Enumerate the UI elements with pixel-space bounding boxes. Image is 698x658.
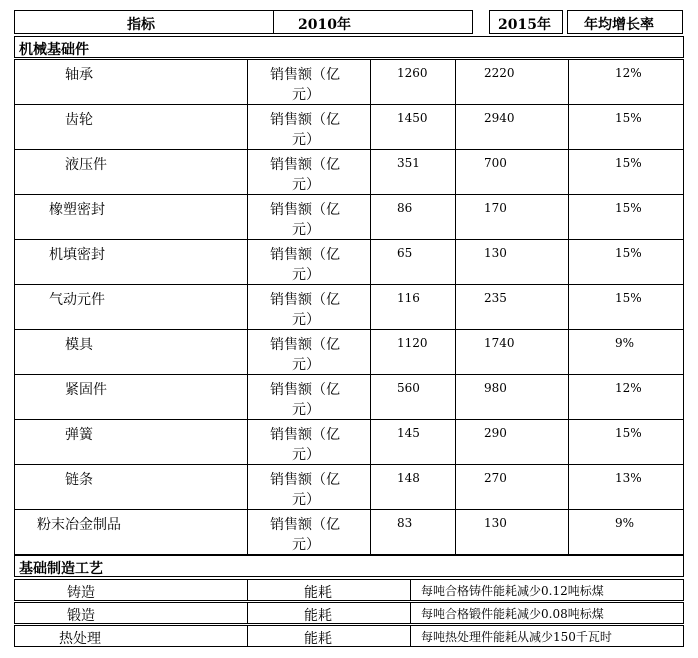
unit-line2: 元） xyxy=(292,87,320,103)
cell-2010 xyxy=(370,464,456,510)
item-name: 液压件 xyxy=(65,157,107,173)
growth-rate: 15% xyxy=(615,246,642,260)
cell-2010 xyxy=(370,194,456,240)
unit-line1: 销售额（亿 xyxy=(270,202,340,218)
cell-2015 xyxy=(455,464,569,510)
process-name: 热处理 xyxy=(59,631,101,647)
growth-rate: 15% xyxy=(615,201,642,215)
header-cell-2010 xyxy=(273,10,473,34)
unit-line1: 销售额（亿 xyxy=(270,382,340,398)
unit-line2: 元） xyxy=(292,492,320,508)
growth-rate: 15% xyxy=(615,111,642,125)
unit-line1: 销售额（亿 xyxy=(270,67,340,83)
cell-name xyxy=(14,59,248,105)
cell-unit xyxy=(247,59,371,105)
cell-name xyxy=(14,149,248,195)
cell-unit xyxy=(247,419,371,465)
cell-target xyxy=(410,579,684,601)
cell-unit xyxy=(247,329,371,375)
cell-2010 xyxy=(370,374,456,420)
cell-growth xyxy=(568,59,684,105)
header-cell-growth xyxy=(567,10,683,34)
value-2010: 351 xyxy=(397,156,420,170)
process-metric: 能耗 xyxy=(304,608,332,624)
cell-name xyxy=(14,284,248,330)
item-name: 弹簧 xyxy=(65,427,93,443)
unit-line1: 销售额（亿 xyxy=(270,247,340,263)
unit-line2: 元） xyxy=(292,177,320,193)
cell-process xyxy=(14,579,248,601)
cell-2015 xyxy=(455,104,569,150)
cell-name xyxy=(14,419,248,465)
cell-name xyxy=(14,104,248,150)
cell-unit xyxy=(247,194,371,240)
value-2015: 2940 xyxy=(484,111,515,125)
unit-line1: 销售额（亿 xyxy=(270,517,340,533)
unit-line2: 元） xyxy=(292,312,320,328)
unit-line2: 元） xyxy=(292,267,320,283)
cell-2015 xyxy=(455,59,569,105)
cell-2010 xyxy=(370,419,456,465)
item-name: 轴承 xyxy=(65,67,93,83)
unit-line2: 元） xyxy=(292,537,320,553)
cell-growth xyxy=(568,464,684,510)
cell-process xyxy=(14,602,248,624)
cell-2015 xyxy=(455,329,569,375)
process-name: 锻造 xyxy=(67,608,95,624)
value-2010: 145 xyxy=(397,426,420,440)
item-name: 粉末冶金制品 xyxy=(37,517,121,533)
header-cell-indicator xyxy=(14,10,274,34)
cell-2010 xyxy=(370,149,456,195)
cell-metric xyxy=(247,579,411,601)
process-metric: 能耗 xyxy=(304,631,332,647)
cell-growth xyxy=(568,194,684,240)
value-2010: 1260 xyxy=(397,66,428,80)
cell-name xyxy=(14,464,248,510)
cell-growth xyxy=(568,329,684,375)
value-2010: 148 xyxy=(397,471,420,485)
unit-line2: 元） xyxy=(292,132,320,148)
cell-growth xyxy=(568,374,684,420)
header-2015: 2015年 xyxy=(498,17,551,33)
value-2010: 83 xyxy=(397,516,413,530)
item-name: 气动元件 xyxy=(49,292,105,308)
section-title-manufacturing xyxy=(14,555,684,577)
growth-rate: 9% xyxy=(615,336,635,350)
cell-unit xyxy=(247,104,371,150)
unit-line2: 元） xyxy=(292,402,320,418)
process-target: 每吨合格锻件能耗减少0.08吨标煤 xyxy=(421,607,604,621)
cell-unit xyxy=(247,464,371,510)
header-growth: 年均增长率 xyxy=(584,17,654,33)
cell-target xyxy=(410,602,684,624)
cell-2010 xyxy=(370,239,456,285)
unit-line1: 销售额（亿 xyxy=(270,157,340,173)
cell-2015 xyxy=(455,194,569,240)
value-2015: 1740 xyxy=(484,336,515,350)
cell-growth xyxy=(568,149,684,195)
cell-growth xyxy=(568,284,684,330)
growth-rate: 9% xyxy=(615,516,635,530)
value-2010: 560 xyxy=(397,381,420,395)
cell-name xyxy=(14,239,248,285)
section2-title: 基础制造工艺 xyxy=(19,561,103,577)
cell-unit xyxy=(247,239,371,285)
growth-rate: 15% xyxy=(615,291,642,305)
growth-rate: 15% xyxy=(615,426,642,440)
cell-target xyxy=(410,625,684,647)
cell-2010 xyxy=(370,329,456,375)
unit-line1: 销售额（亿 xyxy=(270,292,340,308)
cell-name xyxy=(14,194,248,240)
item-name: 模具 xyxy=(65,337,93,353)
unit-line2: 元） xyxy=(292,447,320,463)
item-name: 齿轮 xyxy=(65,112,93,128)
cell-growth xyxy=(568,104,684,150)
cell-2010 xyxy=(370,284,456,330)
header-indicator: 指标 xyxy=(127,17,155,33)
cell-2015 xyxy=(455,419,569,465)
cell-2010 xyxy=(370,59,456,105)
cell-2010 xyxy=(370,509,456,555)
process-target: 每吨热处理件能耗从减少150千瓦时 xyxy=(421,630,612,644)
cell-unit xyxy=(247,509,371,555)
section1-title: 机械基础件 xyxy=(19,42,89,58)
item-name: 紧固件 xyxy=(65,382,107,398)
item-name: 机填密封 xyxy=(49,247,105,263)
cell-2015 xyxy=(455,284,569,330)
value-2015: 2220 xyxy=(484,66,515,80)
unit-line1: 销售额（亿 xyxy=(270,112,340,128)
value-2010: 65 xyxy=(397,246,413,260)
cell-2015 xyxy=(455,149,569,195)
process-target: 每吨合格铸件能耗减少0.12吨标煤 xyxy=(421,584,604,598)
process-name: 铸造 xyxy=(67,585,95,601)
growth-rate: 12% xyxy=(615,66,642,80)
cell-2015 xyxy=(455,509,569,555)
value-2015: 700 xyxy=(484,156,507,170)
section-title-basic-parts xyxy=(14,36,684,58)
cell-name xyxy=(14,509,248,555)
cell-metric xyxy=(247,625,411,647)
cell-2010 xyxy=(370,104,456,150)
cell-2015 xyxy=(455,239,569,285)
cell-growth xyxy=(568,419,684,465)
value-2015: 130 xyxy=(484,246,507,260)
cell-2015 xyxy=(455,374,569,420)
unit-line2: 元） xyxy=(292,357,320,373)
growth-rate: 12% xyxy=(615,381,642,395)
cell-unit xyxy=(247,149,371,195)
value-2015: 270 xyxy=(484,471,507,485)
value-2015: 130 xyxy=(484,516,507,530)
item-name: 橡塑密封 xyxy=(49,202,105,218)
cell-growth xyxy=(568,239,684,285)
growth-rate: 13% xyxy=(615,471,642,485)
value-2010: 116 xyxy=(397,291,420,305)
header-cell-2015 xyxy=(489,10,563,34)
unit-line1: 销售额（亿 xyxy=(270,427,340,443)
cell-name xyxy=(14,329,248,375)
cell-unit xyxy=(247,284,371,330)
value-2010: 86 xyxy=(397,201,413,215)
item-name: 链条 xyxy=(65,472,93,488)
cell-growth xyxy=(568,509,684,555)
cell-metric xyxy=(247,602,411,624)
cell-unit xyxy=(247,374,371,420)
growth-rate: 15% xyxy=(615,156,642,170)
cell-name xyxy=(14,374,248,420)
process-metric: 能耗 xyxy=(304,585,332,601)
value-2010: 1450 xyxy=(397,111,428,125)
value-2015: 290 xyxy=(484,426,507,440)
unit-line2: 元） xyxy=(292,222,320,238)
cell-process xyxy=(14,625,248,647)
unit-line1: 销售额（亿 xyxy=(270,472,340,488)
header-2010: 2010年 xyxy=(298,17,351,33)
value-2015: 170 xyxy=(484,201,507,215)
value-2015: 235 xyxy=(484,291,507,305)
value-2015: 980 xyxy=(484,381,507,395)
unit-line1: 销售额（亿 xyxy=(270,337,340,353)
value-2010: 1120 xyxy=(397,336,428,350)
